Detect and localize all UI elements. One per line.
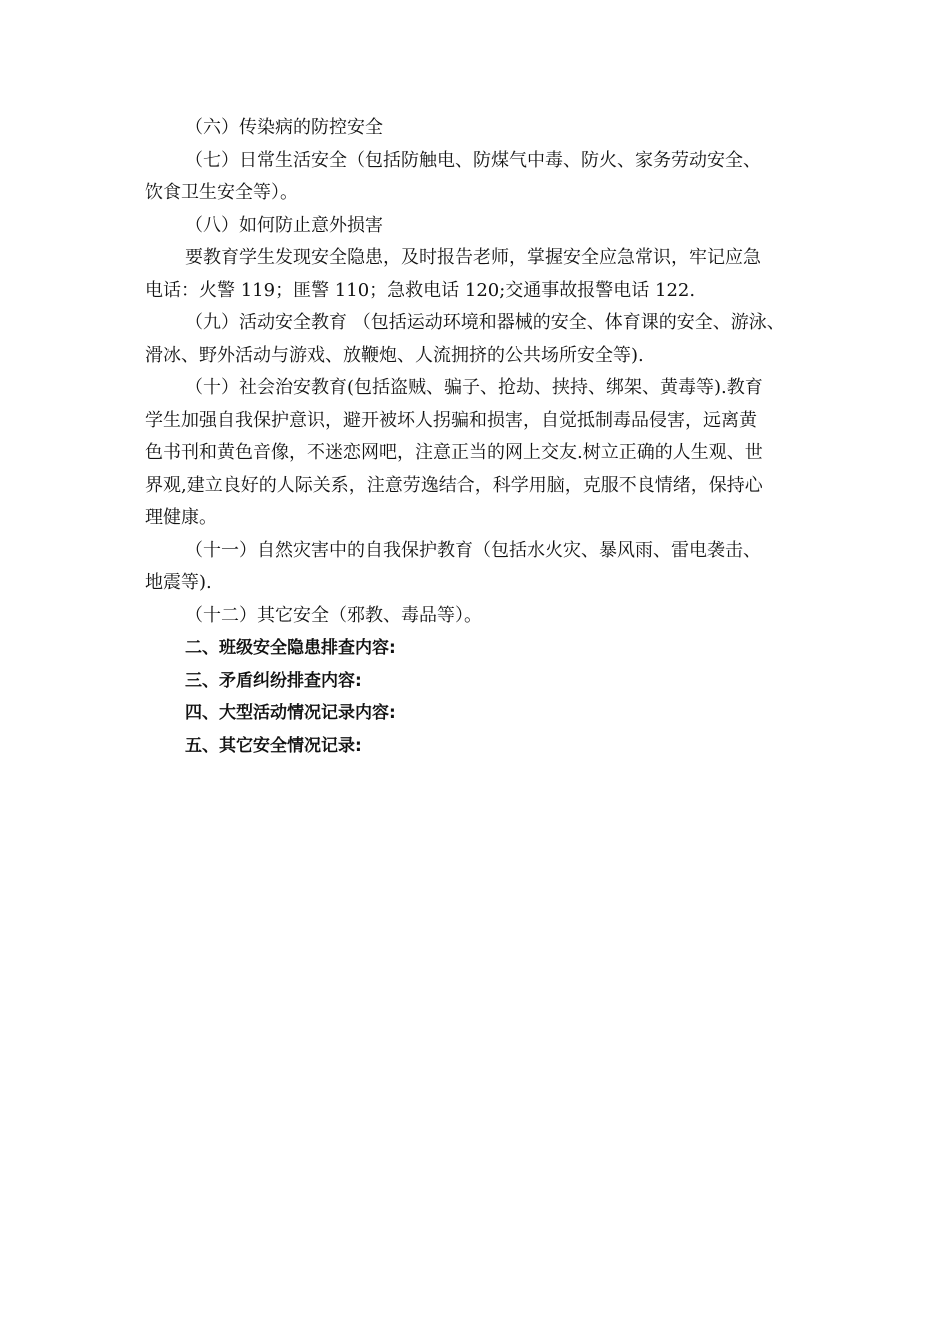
section-10-line-1: （十）社会治安教育(包括盗贼、骗子、抢劫、挟持、绑架、黄毒等).教育 — [185, 377, 763, 398]
section-10-line-3: 色书刊和黄色音像，不迷恋网吧，注意正当的网上交友.树立正确的人生观、世 — [145, 442, 763, 463]
section-10-line-4: 界观,建立良好的人际关系，注意劳逸结合，科学用脑，克服不良情绪，保持心 — [145, 474, 763, 496]
section-8-heading: （八）如何防止意外损害 — [185, 214, 383, 236]
section-9-line-1: （九）活动安全教育 （包括运动环境和器械的安全、体育课的安全、游泳、 — [185, 312, 785, 333]
section-7-line-1: （七）日常生活安全（包括防触电、防煤气中毒、防火、家务劳动安全、 — [185, 149, 761, 171]
section-8-line-1: 要教育学生发现安全隐患，及时报告老师，掌握安全应急常识，牢记应急 — [185, 247, 761, 268]
section-7-line-2: 饮食卫生安全等）。 — [145, 182, 298, 203]
section-6-heading: （六）传染病的防控安全 — [185, 117, 383, 138]
section-11-line-1: （十一）自然灾害中的自我保护教育（包括水火灾、暴风雨、雷电袭击、 — [185, 539, 761, 561]
section-10-line-2: 学生加强自我保护意识，避开被坏人拐骗和损害，自觉抵制毒品侵害，远离黄 — [145, 409, 757, 431]
heading-other-safety-record: 五、其它安全情况记录: — [185, 735, 362, 756]
heading-dispute-check: 三、矛盾纠纷排查内容: — [185, 670, 362, 691]
section-10-line-5: 理健康。 — [145, 507, 217, 528]
heading-class-hazard-check: 二、班级安全隐患排查内容: — [185, 638, 396, 658]
heading-large-event-record: 四、大型活动情况记录内容: — [185, 703, 396, 723]
document-body — [145, 112, 820, 762]
section-9-line-2: 滑冰、野外活动与游戏、放鞭炮、人流拥挤的公共场所安全等). — [145, 344, 644, 366]
section-11-line-2: 地震等). — [145, 572, 212, 593]
section-12-heading: （十二）其它安全（邪教、毒品等）。 — [185, 604, 482, 626]
section-8-line-2: 电话：火警 119；匪警 110；急救电话 120;交通事故报警电话 122. — [145, 279, 696, 301]
